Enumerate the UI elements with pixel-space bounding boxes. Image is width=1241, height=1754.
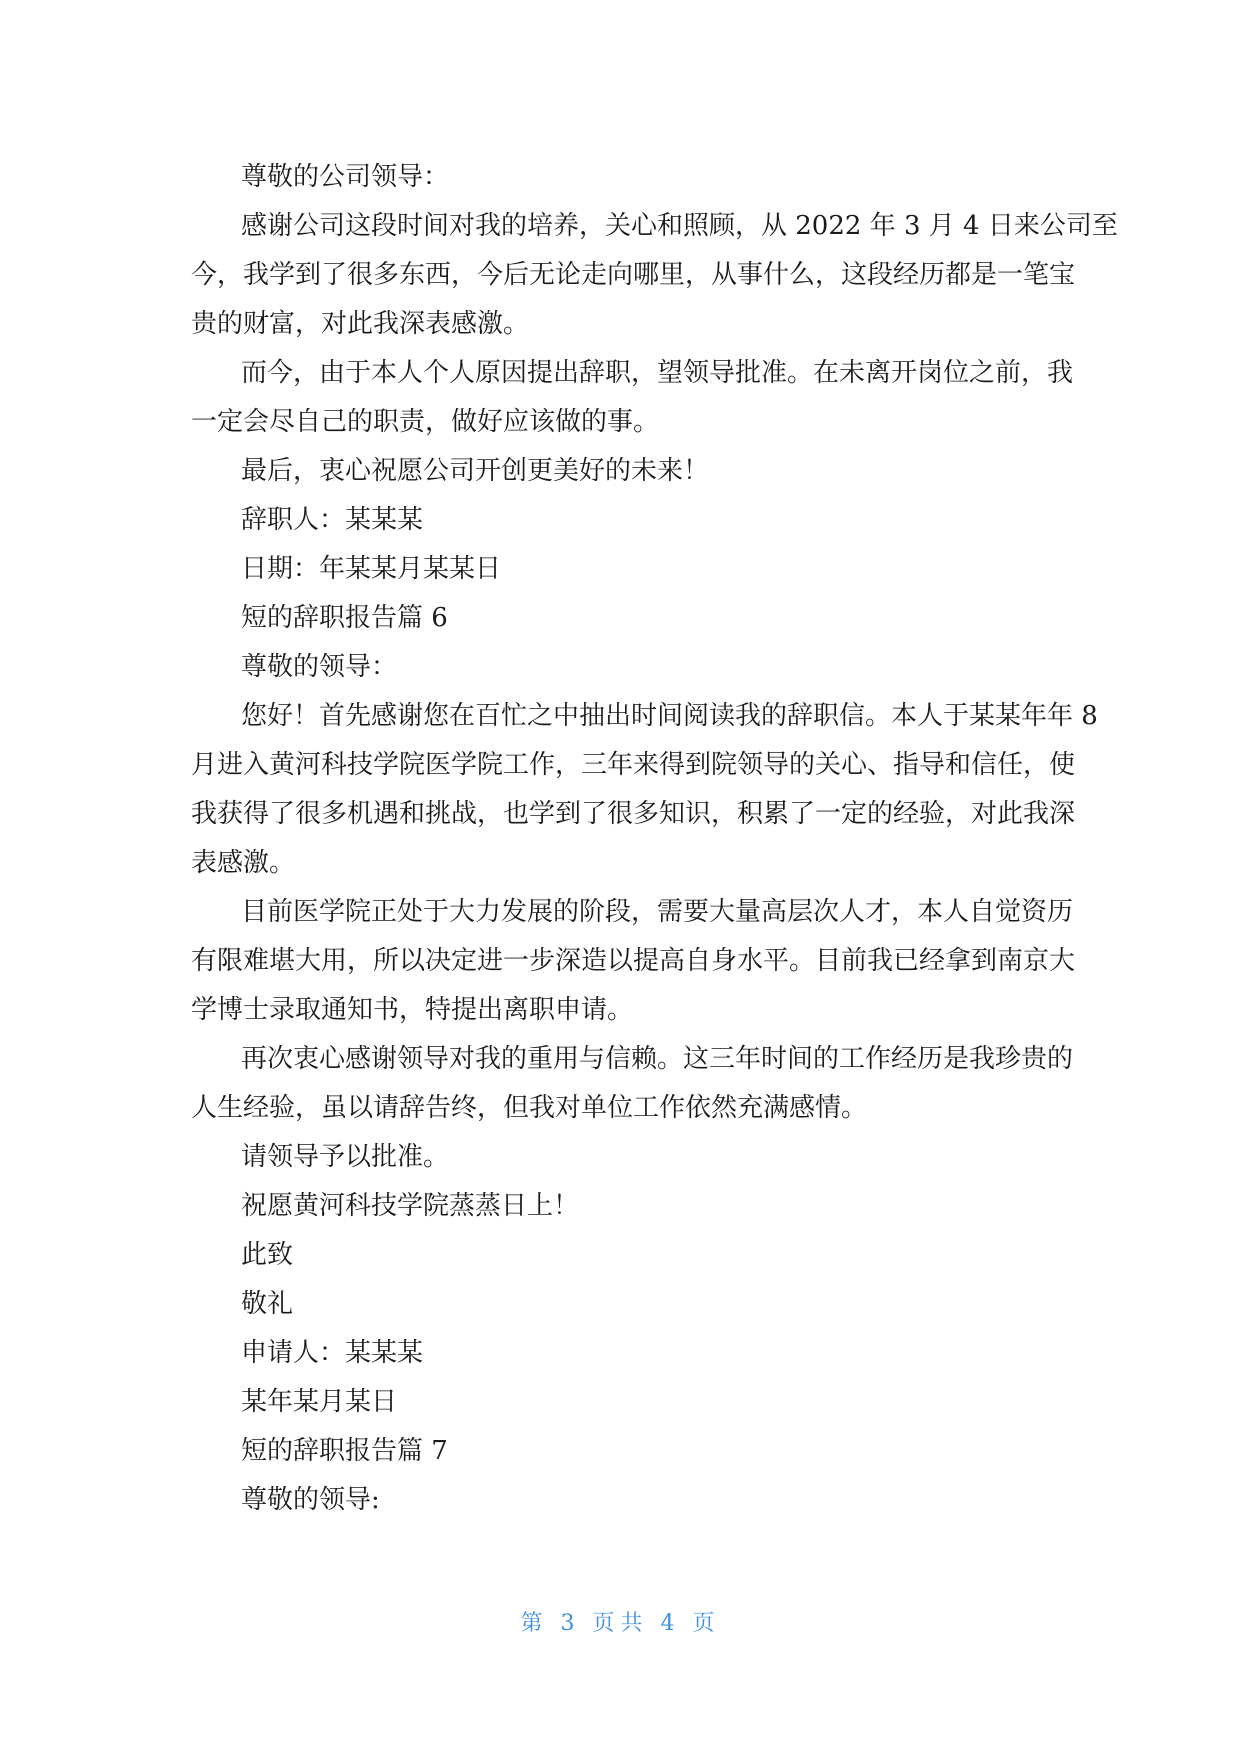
footer-current-page: 3 [560,1611,581,1636]
text-line: 目前医学院正处于大力发展的阶段，需要大量高层次人才，本人自觉资历 [241,897,1074,927]
text-line: 月进入黄河科技学院医学院工作，三年来得到院领导的关心、指导和信任，使 [191,750,1076,780]
text-line: 尊敬的领导: [241,1485,380,1515]
section-heading: 短的辞职报告篇 7 [241,1436,448,1466]
footer-suffix: 页 [692,1611,721,1636]
text-line: 有限难堪大用，所以决定进一步深造以提高自身水平。目前我已经拿到南京大 [191,946,1076,976]
text-line: 此致 [241,1240,294,1270]
text-line: 人生经验，虽以请辞告终，但我对单位工作依然充满感情。 [191,1093,868,1123]
footer-prefix: 第 [520,1611,549,1636]
document-body [191,153,1118,1525]
text-line: 日期：年某某月某某日 [241,554,502,584]
text-line: 尊敬的领导： [241,652,398,682]
text-line: 敬礼 [241,1289,294,1319]
text-line: 今，我学到了很多东西，今后无论走向哪里，从事什么，这段经历都是一笔宝 [191,260,1076,290]
text-line: 请领导予以批准。 [241,1142,450,1172]
text-line: 您好！首先感谢您在百忙之中抽出时间阅读我的辞职信。本人于某某年年 8 [241,701,1098,731]
text-line: 而今，由于本人个人原因提出辞职，望领导批准。在未离开岗位之前，我 [241,358,1074,388]
text-line: 感谢公司这段时间对我的培养，关心和照顾，从 2022 年 3 月 4 日来公司至 [241,211,1118,241]
text-line: 祝愿黄河科技学院蒸蒸日上！ [241,1191,580,1221]
text-line: 我获得了很多机遇和挑战，也学到了很多知识，积累了一定的经验，对此我深 [191,799,1076,829]
footer-middle: 页共 [592,1611,649,1636]
text-line: 一定会尽自己的职责，做好应该做的事。 [191,407,660,437]
page-footer [0,1606,1241,1637]
text-line: 辞职人：某某某 [241,505,424,535]
text-line: 贵的财富，对此我深表感激。 [191,309,530,339]
text-line: 学博士录取通知书，特提出离职申请。 [191,995,634,1025]
text-line: 再次衷心感谢领导对我的重用与信赖。这三年时间的工作经历是我珍贵的 [241,1044,1074,1074]
text-line: 最后，衷心祝愿公司开创更美好的未来！ [241,456,710,486]
section-heading: 短的辞职报告篇 6 [241,603,448,633]
footer-total-pages: 4 [660,1611,681,1636]
text-line: 某年某月某日 [241,1387,398,1417]
text-line: 表感激。 [191,848,296,878]
text-line: 尊敬的公司领导： [241,162,450,192]
text-line: 申请人：某某某 [241,1338,424,1368]
